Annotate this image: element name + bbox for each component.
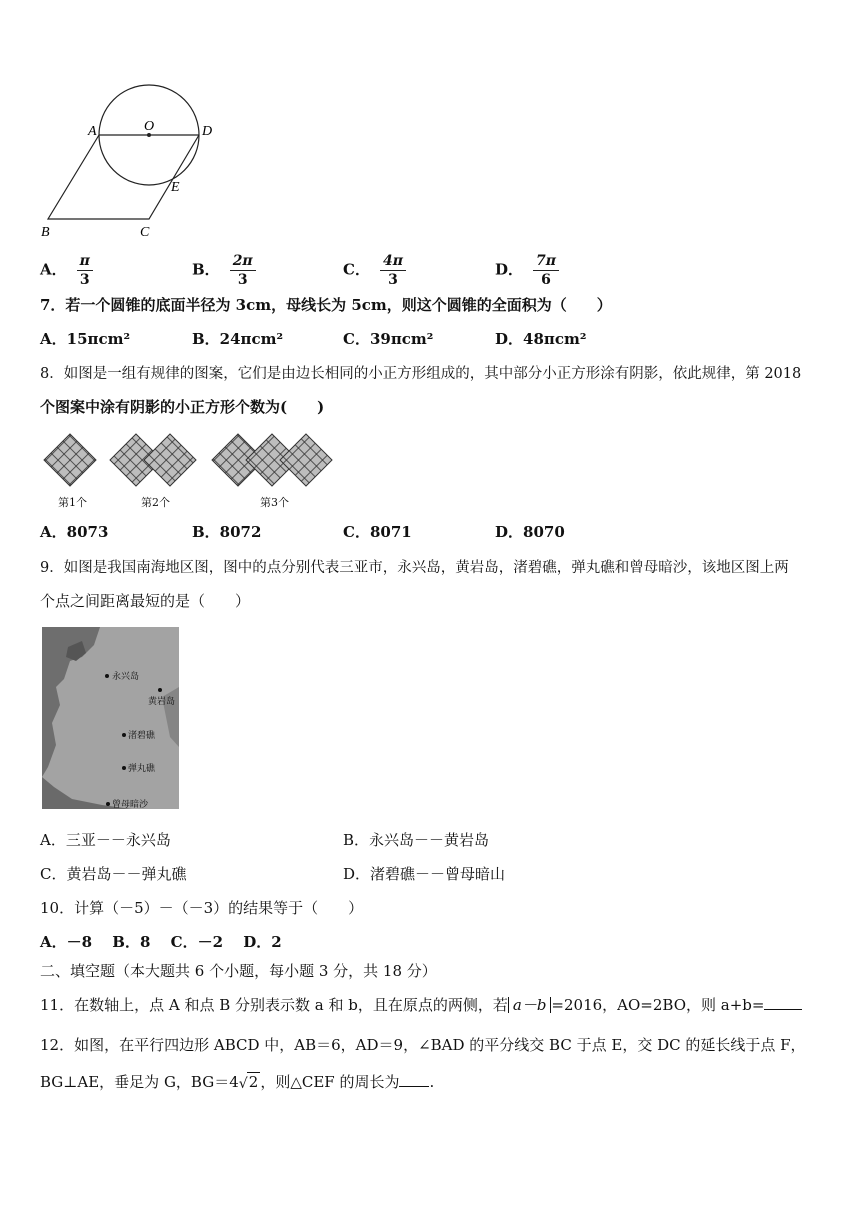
q6-geometry-figure — [36, 78, 226, 243]
q7-option-b[interactable]: B．24πcm² — [192, 330, 284, 348]
q9-option-d[interactable]: D．渚碧礁－－曾母暗山 — [343, 865, 506, 883]
label-a: A — [88, 124, 97, 139]
q6-option-a-letter: A． — [40, 260, 67, 279]
q8-caption-3: 第3个 — [260, 496, 289, 509]
q6-option-c-letter: C． — [343, 260, 370, 279]
south-china-sea-map — [42, 627, 179, 809]
q6-option-b-fraction: $\frac{2\pi}{3}$ — [230, 252, 256, 289]
q12-answer-blank[interactable] — [399, 1072, 429, 1087]
q8-option-c[interactable]: C．8071 — [343, 523, 412, 541]
map-label-huangyan: 黄岩岛 — [148, 697, 176, 707]
q7-option-c[interactable]: C．39πcm² — [343, 330, 434, 348]
map-label-zengmu: 曾母暗沙 — [112, 800, 149, 809]
q8-option-a[interactable]: A．8073 — [40, 523, 109, 541]
q8-caption-1: 第1个 — [58, 496, 87, 509]
q7-option-d[interactable]: D．48πcm² — [495, 330, 587, 348]
label-c: C — [140, 225, 150, 240]
dot-huangyan — [158, 688, 162, 692]
pattern-3-c — [280, 434, 332, 486]
q8-pattern-figures — [40, 430, 340, 498]
label-b: B — [41, 225, 50, 240]
q12-radicand: 2 — [248, 1073, 259, 1091]
map-terrain — [42, 627, 179, 809]
q12-line2-post: ，则△CEF 的周长为 — [260, 1073, 400, 1091]
label-d: D — [202, 124, 213, 139]
label-e: E — [171, 180, 180, 195]
q12-line2-pre: BG⊥AE，垂足为 G，BG＝4 — [40, 1073, 239, 1091]
map-label-yongxing: 永兴岛 — [112, 672, 140, 682]
q12-line1: 12．如图，在平行四边形 ABCD 中，AB＝6，AD＝9，∠BAD 的平分线交 BC 于点 E，交 DC 的延长线于点 F， — [40, 1036, 806, 1054]
q11-answer-blank[interactable] — [764, 995, 802, 1010]
q6-option-c[interactable] — [343, 252, 406, 289]
q6-option-b[interactable] — [192, 252, 256, 289]
dot-zhubi — [122, 733, 126, 737]
q6-option-a[interactable] — [40, 252, 93, 289]
q10-stem: 10．计算（－5）－（－3）的结果等于（ ） — [40, 899, 364, 917]
q6-option-d-letter: D． — [495, 260, 524, 279]
q9-option-b[interactable]: B．永兴岛－－黄岩岛 — [343, 831, 490, 849]
q6-option-d-fraction: $\frac{7\pi}{6}$ — [533, 252, 559, 289]
q9-option-a[interactable]: A．三亚－－永兴岛 — [40, 831, 171, 849]
q7-option-a[interactable]: A．15πcm² — [40, 330, 131, 348]
q8-option-b[interactable]: B．8072 — [192, 523, 262, 541]
dot-zengmu — [106, 802, 110, 806]
q8-option-d[interactable]: D．8070 — [495, 523, 565, 541]
sqrt-symbol: √ 2 — [238, 1073, 259, 1092]
map-label-danwan: 弹丸礁 — [128, 764, 156, 774]
q12-line2 — [40, 1072, 434, 1092]
q6-option-b-letter: B． — [192, 260, 220, 279]
q9-option-c[interactable]: C．黄岩岛－－弹丸礁 — [40, 865, 187, 883]
pattern-2-right — [144, 434, 196, 486]
q8-caption-2: 第2个 — [141, 496, 170, 509]
q8-stem-line1: 8．如图是一组有规律的图案，它们是由边长相同的小正方形组成的，其中部分小正方形涂有阴影，依此规律，第 2018 — [40, 366, 802, 382]
q10-options[interactable]: A．－8 B．8 C．－2 D．2 — [40, 933, 282, 951]
q8-stem-line2: 个图案中涂有阴影的小正方形个数为( ) — [40, 398, 325, 416]
dot-danwan — [122, 766, 126, 770]
q6-option-c-fraction: $\frac{4\pi}{3}$ — [380, 252, 406, 289]
q7-stem: 7．若一个圆锥的底面半径为 3cm，母线长为 5cm，则这个圆锥的全面积为（ ） — [40, 296, 612, 314]
label-o: O — [144, 119, 155, 134]
dot-yongxing — [105, 674, 109, 678]
q12-line2-end: . — [429, 1073, 435, 1091]
q9-stem-line1: 9．如图是我国南海地区图，图中的点分别代表三亚市，永兴岛，黄岩岛，渚碧礁，弹丸礁和曾母暗沙，该地区图上两 — [40, 560, 789, 576]
q11-stem-pre: 11．在数轴上，点 A 和点 B 分别表示数 a 和 b，且在原点的两侧，若 — [40, 996, 508, 1014]
q11-abs-expression: a－b — [508, 997, 552, 1013]
q6-option-a-fraction: $\frac{\pi}{3}$ — [77, 252, 93, 289]
q6-option-d[interactable] — [495, 252, 559, 289]
q9-stem-line2: 个点之间距离最短的是（ ） — [40, 592, 251, 610]
pattern-1 — [44, 434, 96, 486]
q11-stem — [40, 995, 802, 1015]
section-2-title: 二、填空题（本大题共 6 个小题，每小题 3 分，共 18 分） — [40, 962, 437, 980]
q11-stem-post: =2016，AO=2BO，则 a+b= — [551, 996, 765, 1014]
map-label-zhubi: 渚碧礁 — [128, 731, 156, 741]
